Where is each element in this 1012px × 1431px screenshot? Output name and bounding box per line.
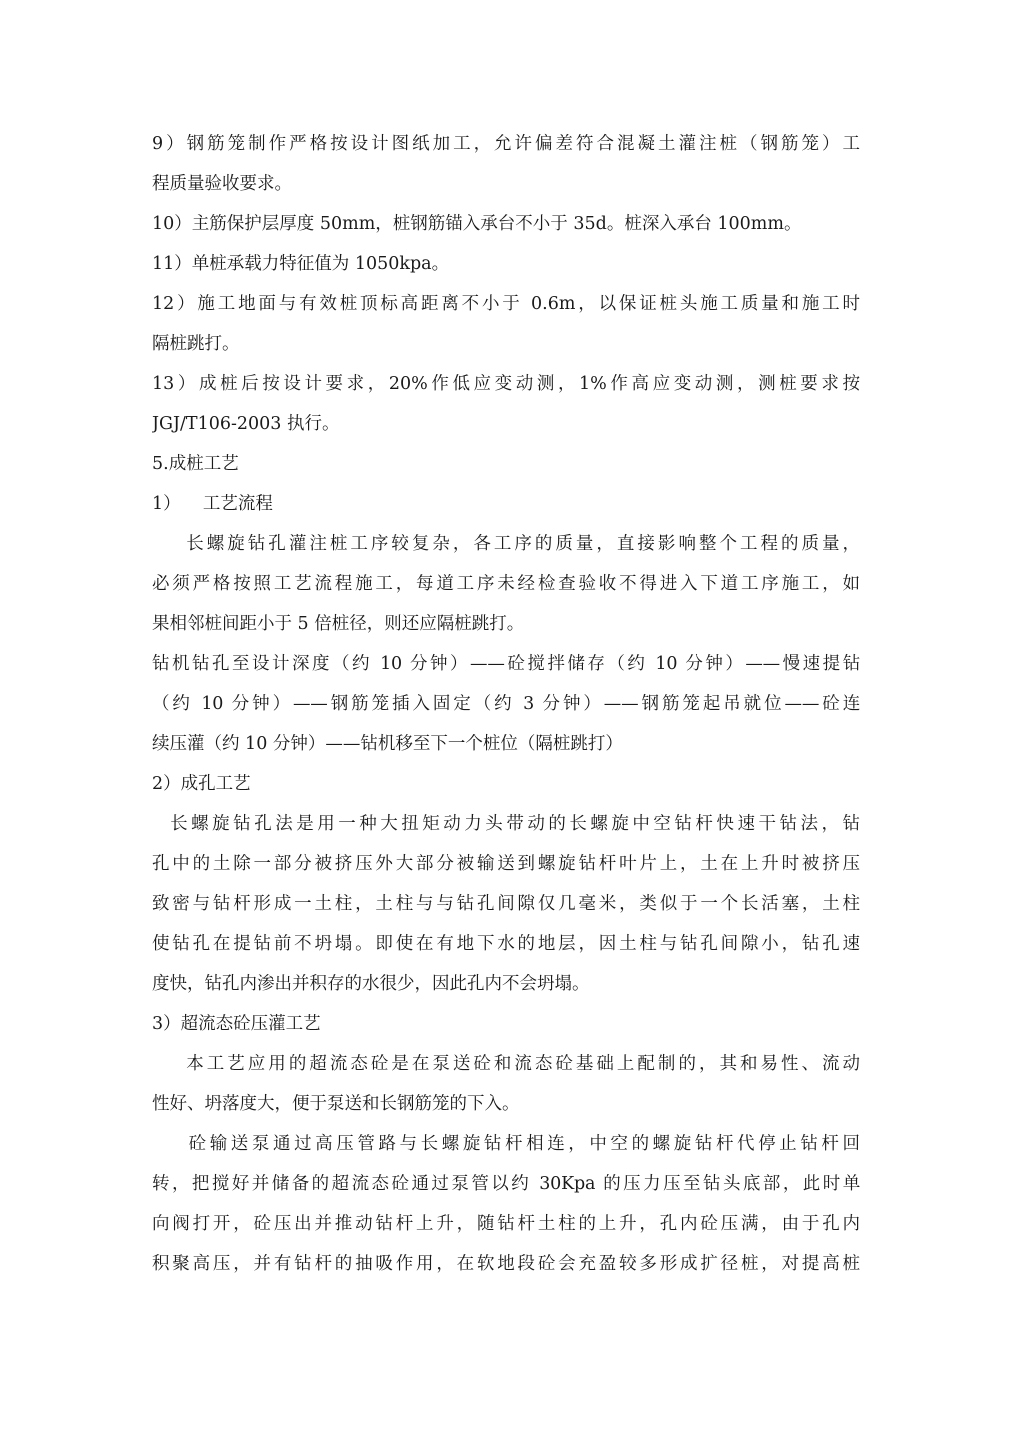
text-line: （约 10 分钟）——钢筋笼插入固定（约 3 分钟）——钢筋笼起吊就位——砼连	[152, 694, 860, 714]
subsection-heading: 2）成孔工艺	[152, 774, 251, 794]
text-line: 积聚高压，并有钻杆的抽吸作用，在软地段砼会充盈较多形成扩径桩，对提高桩	[152, 1254, 860, 1274]
text-line: 本工艺应用的超流态砼是在泵送砼和流态砼基础上配制的，其和易性、流动	[152, 1054, 860, 1074]
text-line: 程质量验收要求。	[152, 174, 292, 194]
text-line: 致密与钻杆形成一土柱，土柱与与钻孔间隙仅几毫米，类似于一个长活塞，土柱	[152, 894, 860, 914]
text-line: 隔桩跳打。	[152, 334, 240, 354]
text-line: 长螺旋钻孔灌注桩工序较复杂，各工序的质量，直接影响整个工程的质量，	[152, 534, 860, 554]
document-body	[152, 124, 860, 1284]
section-heading: 5.成桩工艺	[152, 454, 239, 474]
text-line: 12）施工地面与有效桩顶标高距离不小于 0.6m，以保证桩头施工质量和施工时	[152, 294, 860, 314]
text-line: JGJ/T106-2003 执行。	[152, 414, 340, 434]
text-line: 续压灌（约 10 分钟）——钻机移至下一个桩位（隔桩跳打）	[152, 734, 623, 754]
text-line: 度快，钻孔内渗出并积存的水很少，因此孔内不会坍塌。	[152, 974, 590, 994]
text-line: 向阀打开，砼压出并推动钻杆上升，随钻杆土柱的上升，孔内砼压满，由于孔内	[152, 1214, 860, 1234]
text-line: 使钻孔在提钻前不坍塌。即使在有地下水的地层，因土柱与钻孔间隙小，钻孔速	[152, 934, 860, 954]
text-line: 长螺旋钻孔法是用一种大扭矩动力头带动的长螺旋中空钻杆快速干钻法，钻	[152, 814, 860, 834]
text-line: 11）单桩承载力特征值为 1050kpa。	[152, 254, 450, 274]
text-line: 孔中的土除一部分被挤压外大部分被输送到螺旋钻杆叶片上，土在上升时被挤压	[152, 854, 860, 874]
text-line: 砼输送泵通过高压管路与长螺旋钻杆相连，中空的螺旋钻杆代停止钻杆回	[152, 1134, 860, 1154]
subsection-heading: 1） 工艺流程	[152, 494, 273, 514]
text-line: 转，把搅好并储备的超流态砼通过泵管以约 30Kpa 的压力压至钻头底部，此时单	[152, 1174, 860, 1194]
subsection-heading: 3）超流态砼压灌工艺	[152, 1014, 321, 1034]
text-line: 钻机钻孔至设计深度（约 10 分钟）——砼搅拌储存（约 10 分钟）——慢速提钻	[152, 654, 860, 674]
text-line: 必须严格按照工艺流程施工，每道工序未经检查验收不得进入下道工序施工，如	[152, 574, 860, 594]
text-line: 13）成桩后按设计要求，20%作低应变动测，1%作高应变动测，测桩要求按	[152, 374, 860, 394]
text-line: 果相邻桩间距小于 5 倍桩径，则还应隔桩跳打。	[152, 614, 525, 634]
text-line: 性好、坍落度大，便于泵送和长钢筋笼的下入。	[152, 1094, 520, 1114]
text-line: 9）钢筋笼制作严格按设计图纸加工，允许偏差符合混凝土灌注桩（钢筋笼）工	[152, 134, 860, 154]
text-line: 10）主筋保护层厚度 50mm，桩钢筋锚入承台不小于 35d。桩深入承台 100mm。	[152, 214, 802, 234]
